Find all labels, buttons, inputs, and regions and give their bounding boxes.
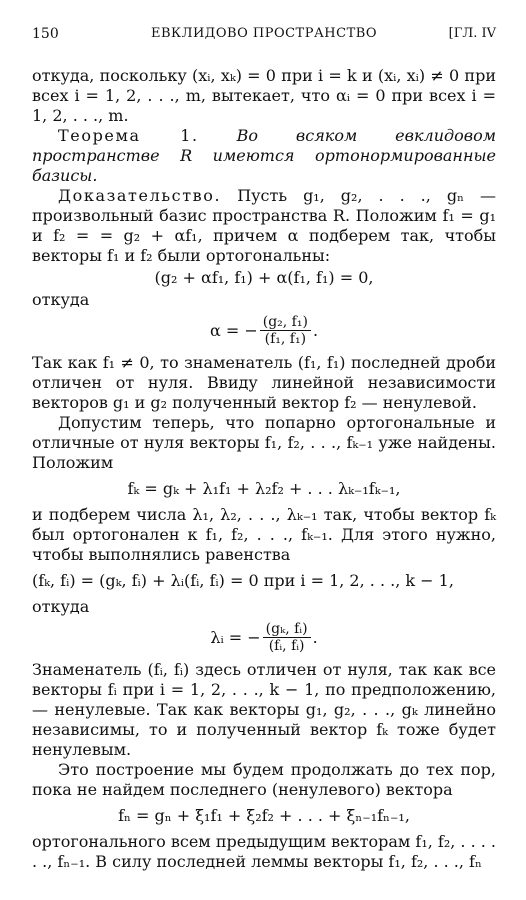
proof-label: Доказательство. <box>58 186 222 205</box>
lambda-formula <box>32 621 496 654</box>
chapter-label: [ГЛ. IV <box>448 26 496 41</box>
running-title: ЕВКЛИДОВО ПРОСТРАНСТВО <box>151 26 377 41</box>
equation-1: (g₂ + αf₁, f₁) + α(f₁, f₁) = 0, <box>154 268 374 287</box>
alpha-fraction <box>260 314 311 347</box>
alpha-end: . <box>312 321 319 340</box>
whence-label-2: откуда <box>32 597 90 616</box>
page-number: 150 <box>32 26 59 42</box>
equation-3: (fₖ, fᵢ) = (gₖ, fᵢ) + λᵢ(fᵢ, fᵢ) = 0 при i = 1, 2, . . ., k − 1, <box>32 571 454 590</box>
theorem <box>32 126 496 186</box>
lambda-denominator: (fᵢ, fᵢ) <box>268 638 305 654</box>
proof-text: Пусть g₁, g₂, . . ., gₙ — произвольный базис пространства R. Положим f₁ = g₁ и f₂ = = g₂ + αf₁, причем α подберем так, чтобы векторы f₁ и f₂ были ортогональны: <box>32 186 497 265</box>
whence-label-1: откуда <box>32 290 90 309</box>
paragraph-5: Допустим теперь, что попарно ортогональные и отличные от нуля векторы f₁, f₂, . . ., fₖ₋₁ уже найдены. Положим <box>32 413 496 472</box>
alpha-numerator: (g₂, f₁) <box>262 314 308 330</box>
alpha-formula <box>32 314 496 347</box>
paragraph-1: откуда, поскольку (xᵢ, xₖ) = 0 при i = k и (xᵢ, xᵢ) ≠ 0 при всех i = 1, 2, . . ., m, вытекает, что αᵢ = 0 при всех i = 1, 2, . . ., m. <box>32 66 496 125</box>
proof-paragraph <box>32 186 496 266</box>
page-header <box>32 26 496 66</box>
alpha-lhs: α = − <box>209 321 258 340</box>
theorem-label: Теорема 1. <box>58 126 199 145</box>
theorem-text: Во всяком евклидовом пространстве R имеются ортонормированные базисы. <box>32 126 496 185</box>
lambda-end: . <box>312 628 318 647</box>
lambda-fraction <box>263 621 311 654</box>
paragraph-9: ортогонального всем предыдущим векторам f₁, f₂, . . . . . ., fₙ₋₁. В силу последней леммы векторы f₁, f₂, . . ., fₙ <box>32 832 497 871</box>
paragraph-8: Это построение мы будем продолжать до тех пор, пока не найдем последнего (ненулевого) вектора <box>32 760 496 799</box>
lambda-lhs: λᵢ = − <box>210 628 261 647</box>
paragraph-4: Так как f₁ ≠ 0, то знаменатель (f₁, f₁) последней дроби отличен от нуля. Ввиду линейной независимости векторов g₁ и g₂ полученный вектор f₂ — ненулевой. <box>32 353 496 412</box>
paragraph-7: Знаменатель (fᵢ, fᵢ) здесь отличен от нуля, так как все векторы fᵢ при i = 1, 2, . . ., k − 1, по предположению, — ненулевые. Так как векторы g₁, g₂, . . ., gₖ линейно независимы, то и полученный вектор fₖ тоже будет ненулевым. <box>32 660 496 759</box>
paragraph-6: и подберем числа λ₁, λ₂, . . ., λₖ₋₁ так, чтобы вектор fₖ был ортогонален к f₁, f₂, . . ., fₖ₋₁. Для этого нужно, чтобы выполнялись равенства <box>32 505 496 564</box>
alpha-denominator: (f₁, f₁) <box>264 331 307 347</box>
equation-2: fₖ = gₖ + λ₁f₁ + λ₂f₂ + . . . λₖ₋₁fₖ₋₁, <box>127 479 401 498</box>
lambda-numerator: (gₖ, fᵢ) <box>265 621 308 637</box>
equation-4: fₙ = gₙ + ξ₁f₁ + ξ₂f₂ + . . . + ξₙ₋₁fₙ₋₁, <box>118 806 410 825</box>
